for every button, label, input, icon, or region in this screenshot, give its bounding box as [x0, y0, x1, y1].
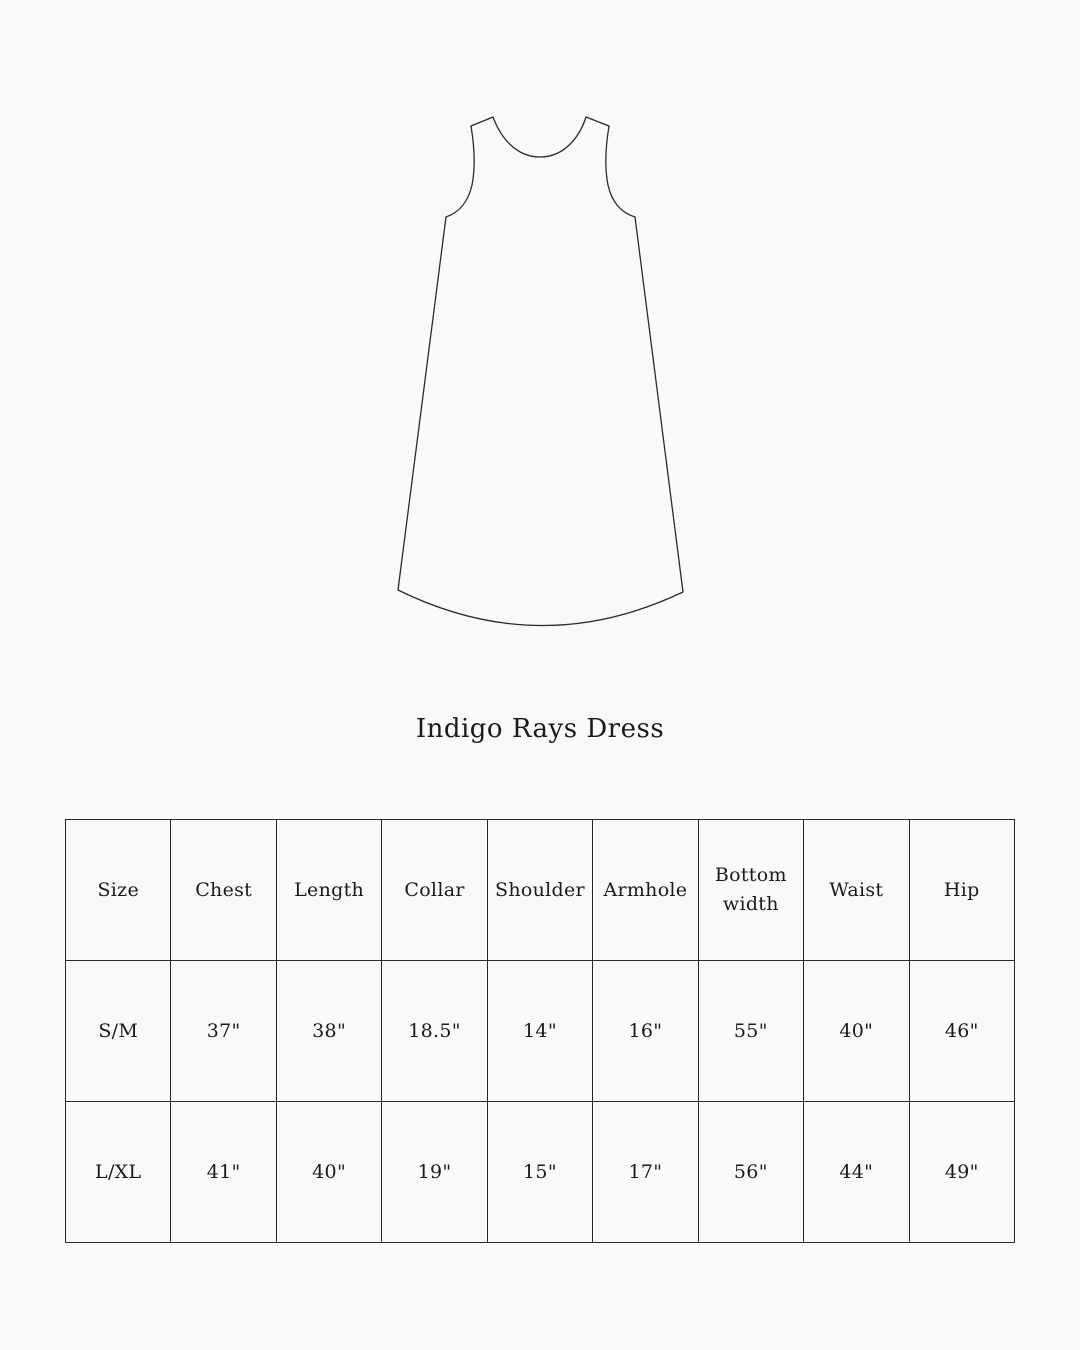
table-row [66, 961, 1015, 1102]
table-cell: 18.5" [382, 961, 487, 1102]
table-cell: 19" [382, 1102, 487, 1243]
table-cell: 56" [698, 1102, 803, 1243]
table-row [66, 1102, 1015, 1243]
table-cell: 55" [698, 961, 803, 1102]
table-cell: 17" [593, 1102, 698, 1243]
table-cell: 40" [804, 961, 909, 1102]
table-cell: 15" [487, 1102, 592, 1243]
header-cell: Hip [909, 820, 1015, 961]
table-cell: 49" [909, 1102, 1015, 1243]
dress-body-outline [398, 126, 683, 626]
table-cell: 38" [276, 961, 381, 1102]
table-cell: 37" [171, 961, 276, 1102]
table-cell: 14" [487, 961, 592, 1102]
dress-neckline [471, 117, 609, 157]
header-cell: Waist [804, 820, 909, 961]
header-cell: Armhole [593, 820, 698, 961]
product-title: Indigo Rays Dress [415, 714, 665, 744]
header-cell: Collar [382, 820, 487, 961]
table-cell: 44" [804, 1102, 909, 1243]
header-cell: Bottom width [698, 820, 803, 961]
table-cell: L/XL [66, 1102, 171, 1243]
table-cell: S/M [66, 961, 171, 1102]
header-cell: Chest [171, 820, 276, 961]
table-cell: 46" [909, 961, 1015, 1102]
table-cell: 16" [593, 961, 698, 1102]
header-cell: Size [66, 820, 171, 961]
header-cell: Length [276, 820, 381, 961]
table-cell: 40" [276, 1102, 381, 1243]
table-header-row [66, 820, 1015, 961]
size-chart-table [65, 819, 1015, 1243]
header-cell: Shoulder [487, 820, 592, 961]
table-cell: 41" [171, 1102, 276, 1243]
